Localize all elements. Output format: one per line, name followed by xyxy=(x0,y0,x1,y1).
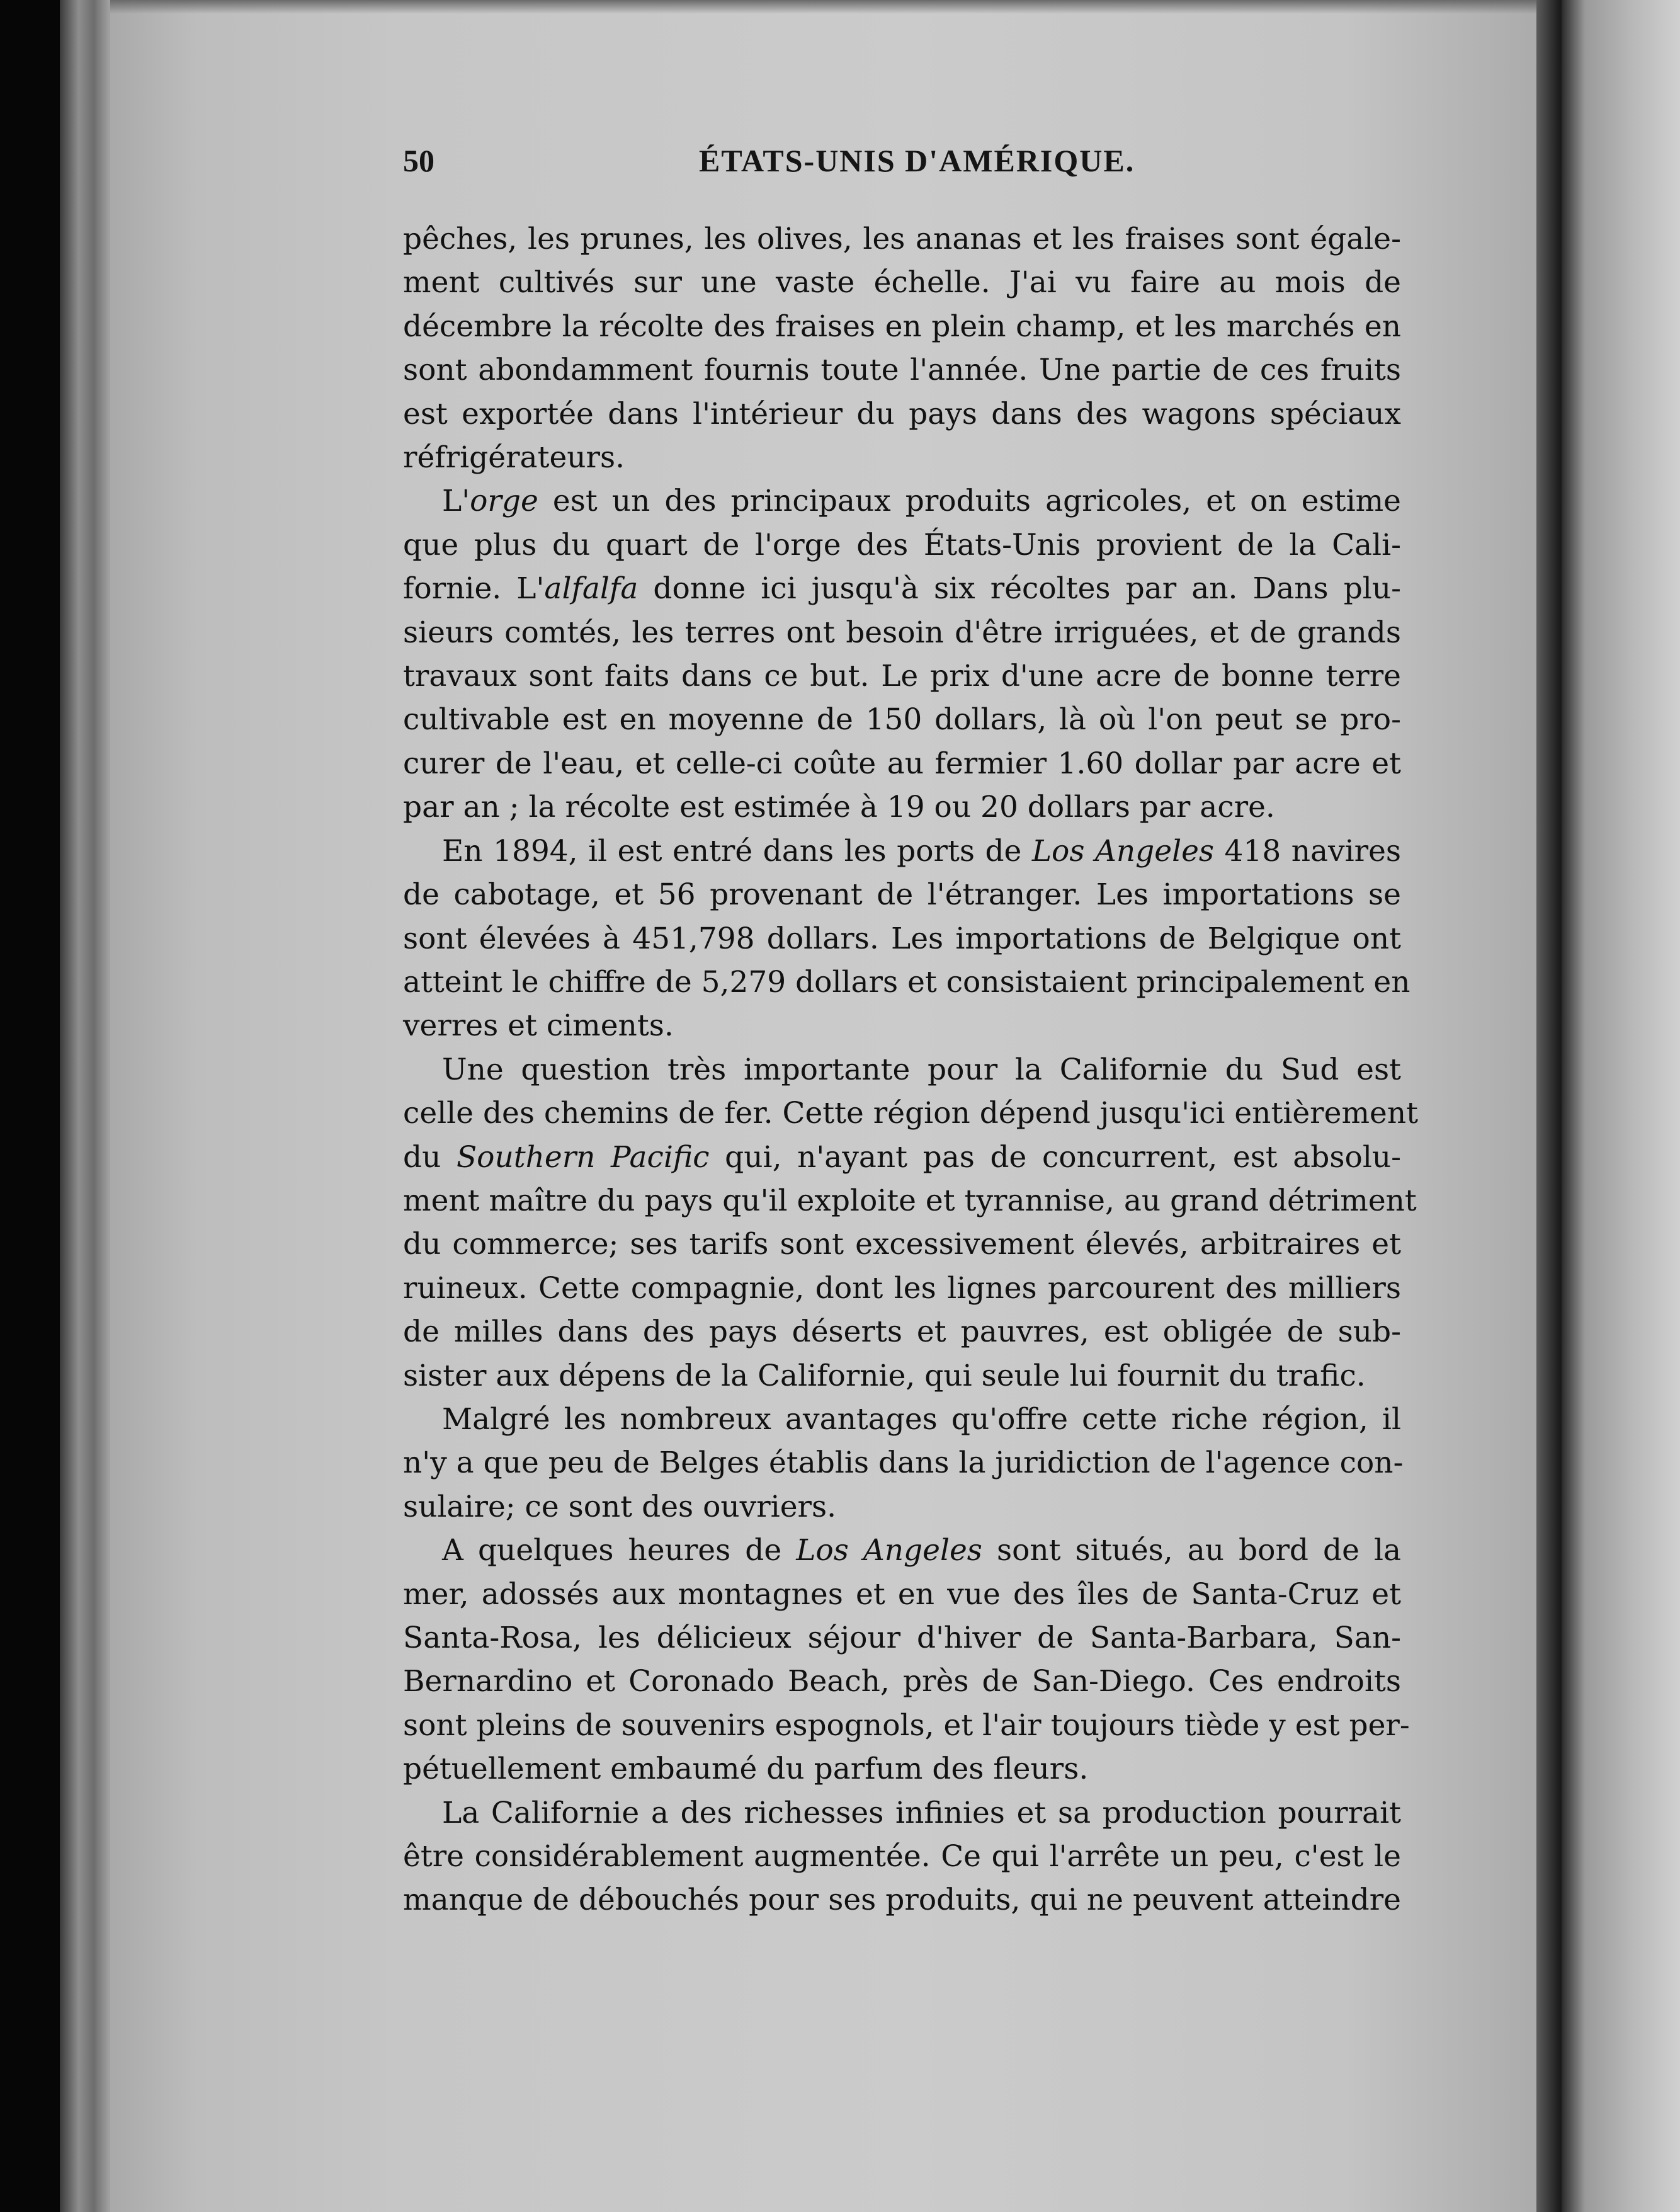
text-line: être considérablement augmentée. Ce qui l'arrête un peu, c'est le xyxy=(403,1839,1401,1874)
body-text xyxy=(403,217,1418,1922)
text-line: Bernardino et Coronado Beach, près de San-Diego. Ces endroits xyxy=(403,1664,1401,1699)
paragraph xyxy=(403,479,1401,829)
text-line: La Californie a des richesses infinies et sa production pourrait xyxy=(442,1795,1401,1830)
italic-term: orge xyxy=(470,484,538,519)
text-line: sont abondamment fournis toute l'année. Une partie de ces fruits xyxy=(403,353,1401,388)
text-line: de milles dans des pays déserts et pauvres, est obligée de sub- xyxy=(403,1314,1401,1350)
page-number: 50 xyxy=(403,143,434,178)
text-line xyxy=(403,479,1401,523)
text-line: celle des chemins de fer. Cette région dépend jusqu'ici entièrement xyxy=(403,1096,1418,1131)
text-line: sont pleins de souvenirs espognols, et l'air toujours tiède y est per- xyxy=(403,1707,1410,1743)
text-segment: A quelques heures de xyxy=(442,1533,797,1568)
text-line: n'y a que peu de Belges établis dans la juridiction de l'agence con- xyxy=(403,1445,1404,1481)
page-header xyxy=(403,142,1549,186)
text-line: travaux sont faits dans ce but. Le prix d'une acre de bonne terre xyxy=(403,659,1401,694)
text-segment: sont situés, au bord de la xyxy=(982,1533,1401,1568)
text-line: pêches, les prunes, les olives, les ananas et les fraises sont égale- xyxy=(403,222,1401,256)
text-line: Une question très importante pour la Californie du Sud est xyxy=(442,1052,1401,1087)
text-line: pétuellement embaumé du parfum des fleurs. xyxy=(403,1752,1089,1787)
text-line: ruineux. Cette compagnie, dont les lignes parcourent des milliers xyxy=(403,1270,1401,1306)
text-line: mer, adossés aux montagnes et en vue des îles de Santa-Cruz et xyxy=(403,1576,1401,1612)
text-segment: du xyxy=(403,1139,457,1175)
text-line: sister aux dépens de la Californie, qui seule lui fournit du trafic. xyxy=(403,1358,1366,1393)
text-segment: fornie. L' xyxy=(403,571,545,607)
text-line: sont élevées à 451,798 dollars. Les importations de Belgique ont xyxy=(403,921,1401,956)
text-line xyxy=(403,830,1401,873)
paragraph xyxy=(403,217,1401,479)
text-line: atteint le chiffre de 5,279 dollars et consistaient principalement en xyxy=(403,964,1410,1000)
text-line: que plus du quart de l'orge des États-Unis provient de la Cali- xyxy=(403,527,1401,562)
text-line: ment cultivés sur une vaste échelle. J'ai vu faire au mois de xyxy=(403,265,1401,300)
text-line: décembre la récolte des fraises en plein champ, et les marchés en xyxy=(403,309,1401,344)
adjacent-page-edge xyxy=(1562,0,1680,2212)
paragraph xyxy=(403,830,1410,1048)
text-line: sulaire; ce sont des ouvriers. xyxy=(403,1489,837,1524)
scan-background xyxy=(0,0,60,2212)
paragraph xyxy=(403,1398,1404,1529)
text-line: curer de l'eau, et celle-ci coûte au fermier 1.60 dollar par acre et xyxy=(403,746,1401,781)
text-line: verres et ciments. xyxy=(403,1008,674,1044)
text-line: sieurs comtés, les terres ont besoin d'être irriguées, et de grands xyxy=(403,615,1401,650)
text-line xyxy=(403,1136,1401,1179)
text-line: réfrigérateurs. xyxy=(403,440,625,476)
paragraph xyxy=(403,1529,1410,1791)
italic-term: Southern Pacific xyxy=(456,1139,710,1175)
running-head: ÉTATS-UNIS D'AMÉRIQUE. xyxy=(699,143,1135,178)
text-line: est exportée dans l'intérieur du pays dans des wagons spéciaux xyxy=(403,396,1401,431)
text-segment: L' xyxy=(442,484,470,519)
text-line: du commerce; ses tarifs sont excessivement élevés, arbitraires et xyxy=(403,1227,1401,1262)
text-segment: est un des principaux produits agricoles, et on estime xyxy=(538,484,1401,519)
text-line xyxy=(403,567,1401,610)
italic-term: alfalfa xyxy=(544,571,639,607)
italic-term: Los Angeles xyxy=(1031,833,1215,869)
italic-term: Los Angeles xyxy=(796,1533,982,1568)
text-line: cultivable est en moyenne de 150 dollars, là où l'on peut se pro- xyxy=(403,702,1401,738)
page-top-shadow xyxy=(110,0,1540,14)
text-line: Santa-Rosa, les délicieux séjour d'hiver de Santa-Barbara, San- xyxy=(403,1621,1401,1655)
text-line: par an ; la récolte est estimée à 19 ou 20 dollars par acre. xyxy=(403,790,1275,825)
text-line: de cabotage, et 56 provenant de l'étranger. Les importations se xyxy=(403,877,1401,913)
text-line: ment maître du pays qu'il exploite et tyrannise, au grand détriment xyxy=(403,1183,1417,1218)
text-segment: qui, n'ayant pas de concurrent, est absolu- xyxy=(709,1139,1401,1175)
paragraph xyxy=(403,1791,1401,1922)
text-segment: 418 navires xyxy=(1214,833,1401,869)
text-line xyxy=(403,1529,1401,1572)
paragraph xyxy=(403,1048,1418,1398)
text-segment: En 1894, il est entré dans les ports de xyxy=(442,833,1032,869)
text-line: Malgré les nombreux avantages qu'offre cette riche région, il xyxy=(442,1401,1401,1437)
text-segment: donne ici jusqu'à six récoltes par an. Dans plu- xyxy=(638,571,1401,607)
text-line: manque de débouchés pour ses produits, qui ne peuvent atteindre xyxy=(403,1883,1401,1918)
